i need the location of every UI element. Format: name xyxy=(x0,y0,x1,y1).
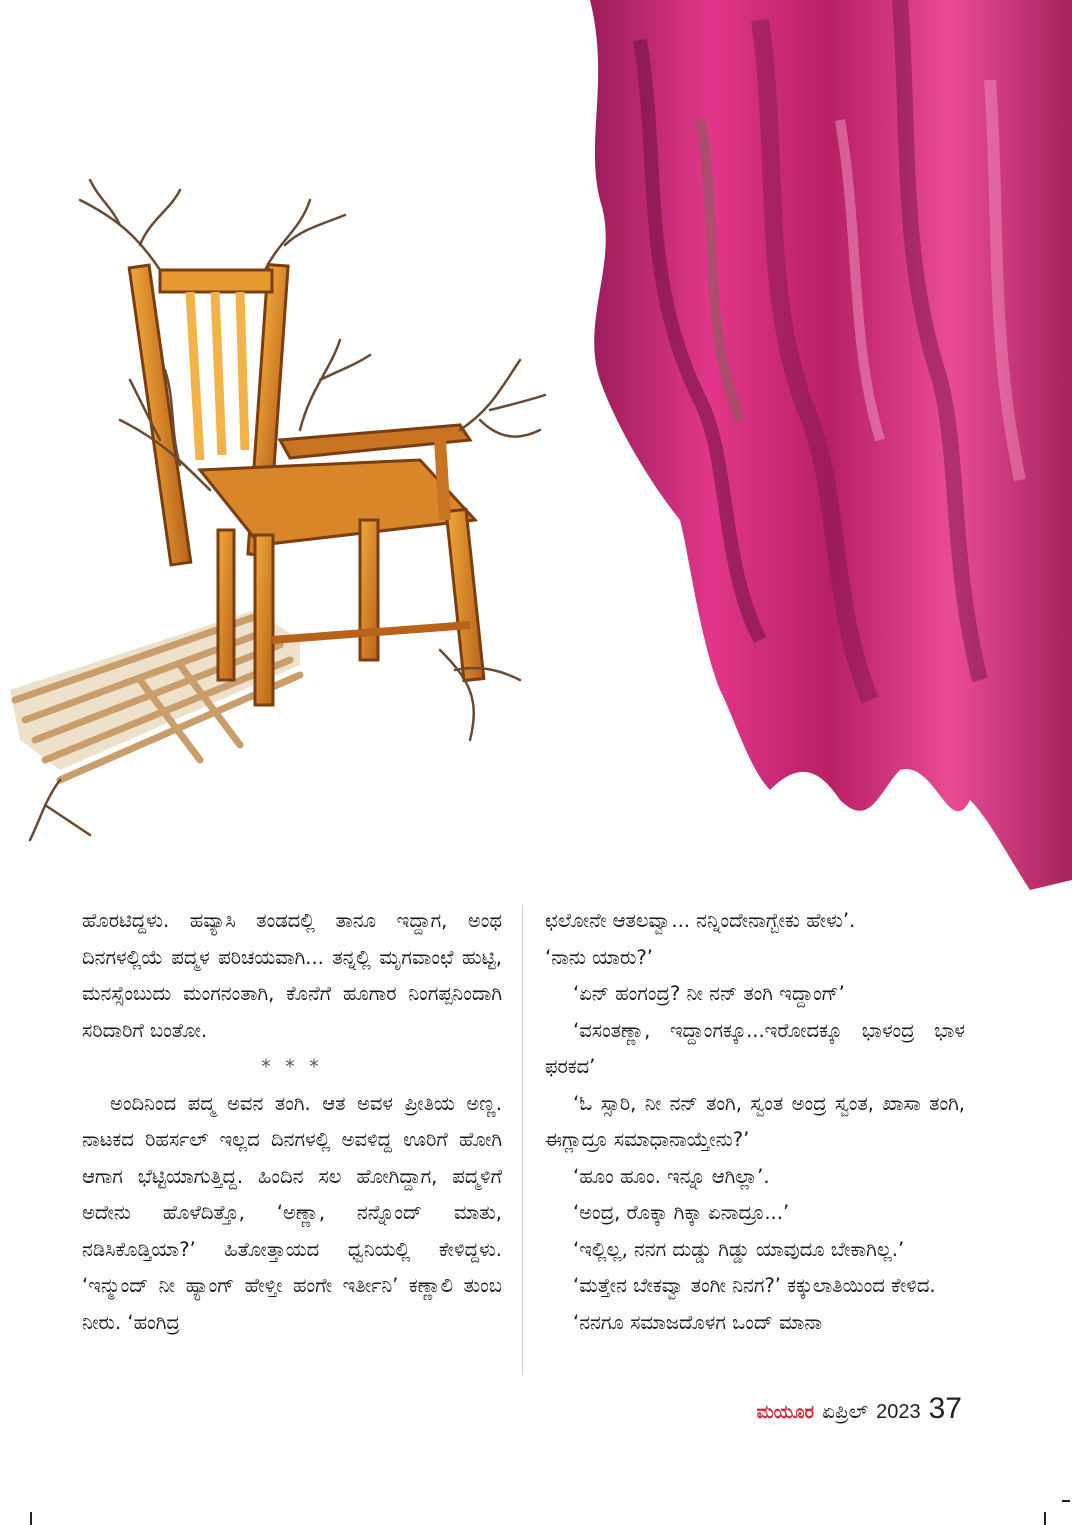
crop-mark-bottom-right xyxy=(1044,1512,1046,1525)
dialogue-line: ‘ಇಲ್ಲಿಲ್ಲ, ನನಗ ದುಡ್ಡು ಗಿಡ್ಡು ಯಾವುದೂ ಬೇಕಾಗಿಲ್ಲ.’ xyxy=(573,1237,905,1261)
dialogue-line: ‘ನಾನು ಯಾರು?’ xyxy=(545,945,653,969)
paragraph: ಛಲೋನೇ ಆತಲವ್ವಾ... ನನ್ನಿಂದೇನಾಗ್ಬೇಕು ಹೇಳು’. xyxy=(545,909,856,932)
paragraph: ಹೊರಟಿದ್ದಳು. ಹವ್ಯಾಸಿ ತಂಡದಲ್ಲಿ ತಾನೂ ಇದ್ದಾಗ, ಅಂಥ ದಿನಗಳಲ್ಲಿಯೆ ಪದ್ಮಳ ಪರಿಚಯವಾಗಿ... ತನ್ನಲ್ಲಿ ಮೃಗವಾಂಛೆ ಹುಟ್ಟಿ, ಮನಸ್ಸೆಂಬುದು ಮಂಗನಂತಾಗಿ, ಕೊನೆಗೆ ಹೂಗಾರ ನಿಂಗಪ್ಪನಿಂದಾಗಿ ಸರಿದಾರಿಗೆ ಬಂತೋ. xyxy=(82,909,502,1042)
dialogue-line: ‘ಅಂದ್ರ, ರೊಕ್ಕಾ ಗಿಕ್ಕಾ ಏನಾದ್ರೂ...’ xyxy=(573,1201,790,1224)
issue-month: ಏಪ್ರಿಲ್ xyxy=(822,1399,869,1423)
dialogue-line: ‘ಮತ್ತೇನ ಬೇಕವ್ವಾ ತಂಗೀ ನಿನಗ?’ ಕಕ್ಕುಲಾತಿಯಿಂದ ಕೇಳಿದ. xyxy=(573,1274,936,1297)
dialogue-line: ‘ನನಗೂ ಸಮಾಜದೊಳಗ ಒಂದ್ ಮಾನಾ xyxy=(573,1310,823,1334)
section-separator: * * * xyxy=(261,1055,323,1078)
page-footer xyxy=(757,1392,962,1426)
column-divider xyxy=(522,905,523,1375)
page-number: 37 xyxy=(928,1392,962,1425)
right-column xyxy=(545,903,965,1341)
crop-mark-bottom-left xyxy=(30,1512,32,1525)
magazine-logo: ಮಯೂರ xyxy=(756,1402,815,1423)
pink-drape xyxy=(590,0,1072,890)
dialogue-line: ‘ಏನ್ ಹಂಗಂದ್ರ? ನೀ ನನ್ ತಂಗಿ ಇದ್ದಾಂಗ್’ xyxy=(573,982,845,1005)
dialogue-line: ‘ಹೂಂ ಹೂಂ. ಇನ್ನೂ ಆಗಿಲ್ಲಾ’. xyxy=(573,1164,770,1188)
dialogue-line: ‘ವಸಂತಣ್ಣಾ, ಇದ್ದಾಂಗಕ್ಕೂ...ಇರೋದಕ್ಕೂ ಭಾಳಂದ್ರ ಭಾಳ ಫರಕದ’ xyxy=(545,1018,965,1078)
crop-mark-right-mid xyxy=(1062,1500,1070,1502)
left-column xyxy=(82,903,502,1341)
dialogue-line: ‘ಓ ಸ್ಸಾರಿ, ನೀ ನನ್ ತಂಗಿ, ಸ್ವಂತ ಅಂದ್ರ ಸ್ವಂತ, ಖಾಸಾ ತಂಗಿ, ಈಗ್ಲಾದ್ರೂ ಸಮಾಧಾನಾಯ್ತೇನು?’ xyxy=(545,1091,965,1151)
paragraph: ಅಂದಿನಿಂದ ಪದ್ಮ ಅವನ ತಂಗಿ. ಆತ ಅವಳ ಪ್ರೀತಿಯ ಅಣ್ಣ. ನಾಟಕದ ರಿಹರ್ಸಲ್ ಇಲ್ಲದ ದಿನಗಳಲ್ಲಿ ಅವಳಿದ್ದ ಊರಿಗೆ ಹೋಗಿ ಆಗಾಗ ಭೆಟ್ಟಿಯಾಗುತ್ತಿದ್ದ. ಹಿಂದಿನ ಸಲ ಹೋಗಿದ್ದಾಗ, ಪದ್ಮಳಿಗೆ ಅದೇನು ಹೊಳೆದಿತ್ತೊ, ‘ಅಣ್ಣಾ, ನನ್ನೊಂದ್ ಮಾತು, ನಡಿಸಿಕೊಡ್ತಿಯಾ?’ ಹಿತೋತ್ತಾಯದ ಧ್ವನಿಯಲ್ಲಿ ಕೇಳಿದ್ದಳು. ‘ಇನ್ಮುಂದ್ ನೀ ಹ್ಯಾಂಗ್ ಹೇಳ್ತೀ ಹಂಗೇ ಇರ್ತೀನಿ’ ಕಣ್ಣಾಲಿ ತುಂಬ ನೀರು. ‘ಹಂಗಿದ್ರ xyxy=(82,1091,502,1334)
issue-year: 2023 xyxy=(876,1401,921,1423)
